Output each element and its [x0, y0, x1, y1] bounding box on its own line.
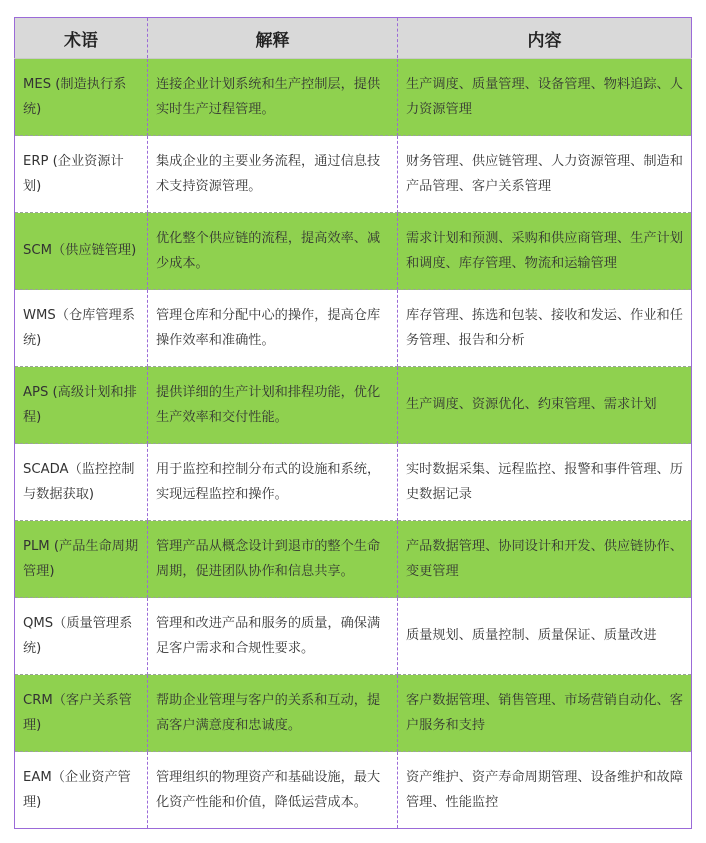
header-term: 术语	[15, 18, 148, 59]
term-cell: QMS（质量管理系统)	[15, 598, 148, 675]
explain-cell: 管理产品从概念设计到退市的整个生命周期，促进团队协作和信息共享。	[148, 521, 398, 598]
table-row	[15, 367, 692, 444]
explain-cell: 集成企业的主要业务流程，通过信息技术支持资源管理。	[148, 136, 398, 213]
content-cell: 产品数据管理、协同设计和开发、供应链协作、变更管理	[398, 521, 692, 598]
table-row	[15, 521, 692, 598]
content-cell: 实时数据采集、远程监控、报警和事件管理、历史数据记录	[398, 444, 692, 521]
content-cell: 库存管理、拣选和包装、接收和发运、作业和任务管理、报告和分析	[398, 290, 692, 367]
term-cell: MES (制造执行系统)	[15, 59, 148, 136]
content-cell: 客户数据管理、销售管理、市场营销自动化、客户服务和支持	[398, 675, 692, 752]
term-cell: EAM（企业资产管理)	[15, 752, 148, 829]
term-cell: WMS（仓库管理系统)	[15, 290, 148, 367]
term-cell: PLM (产品生命周期管理)	[15, 521, 148, 598]
table-row	[15, 598, 692, 675]
explain-cell: 优化整个供应链的流程，提高效率、减少成本。	[148, 213, 398, 290]
explain-cell: 连接企业计划系统和生产控制层，提供实时生产过程管理。	[148, 59, 398, 136]
table-row	[15, 675, 692, 752]
explain-cell: 管理组织的物理资产和基础设施，最大化资产性能和价值，降低运营成本。	[148, 752, 398, 829]
content-cell: 生产调度、资源优化、约束管理、需求计划	[398, 367, 692, 444]
table-row	[15, 59, 692, 136]
table-row	[15, 136, 692, 213]
content-cell: 资产维护、资产寿命周期管理、设备维护和故障管理、性能监控	[398, 752, 692, 829]
terms-table-container	[14, 17, 691, 829]
header-explain: 解释	[148, 18, 398, 59]
table-row	[15, 290, 692, 367]
header-content: 内容	[398, 18, 692, 59]
content-cell: 需求计划和预测、采购和供应商管理、生产计划和调度、库存管理、物流和运输管理	[398, 213, 692, 290]
table-row	[15, 752, 692, 829]
explain-cell: 管理仓库和分配中心的操作，提高仓库操作效率和准确性。	[148, 290, 398, 367]
content-cell: 生产调度、质量管理、设备管理、物料追踪、人力资源管理	[398, 59, 692, 136]
explain-cell: 提供详细的生产计划和排程功能，优化生产效率和交付性能。	[148, 367, 398, 444]
table-header-row	[15, 18, 692, 59]
term-cell: SCADA（监控控制与数据获取)	[15, 444, 148, 521]
content-cell: 财务管理、供应链管理、人力资源管理、制造和产品管理、客户关系管理	[398, 136, 692, 213]
term-cell: APS (高级计划和排程)	[15, 367, 148, 444]
term-cell: ERP (企业资源计划)	[15, 136, 148, 213]
explain-cell: 管理和改进产品和服务的质量，确保满足客户需求和合规性要求。	[148, 598, 398, 675]
table-row	[15, 444, 692, 521]
term-cell: SCM（供应链管理)	[15, 213, 148, 290]
term-cell: CRM（客户关系管理)	[15, 675, 148, 752]
content-cell: 质量规划、质量控制、质量保证、质量改进	[398, 598, 692, 675]
explain-cell: 帮助企业管理与客户的关系和互动，提高客户满意度和忠诚度。	[148, 675, 398, 752]
explain-cell: 用于监控和控制分布式的设施和系统，实现远程监控和操作。	[148, 444, 398, 521]
table-row	[15, 213, 692, 290]
terms-table	[14, 17, 692, 829]
